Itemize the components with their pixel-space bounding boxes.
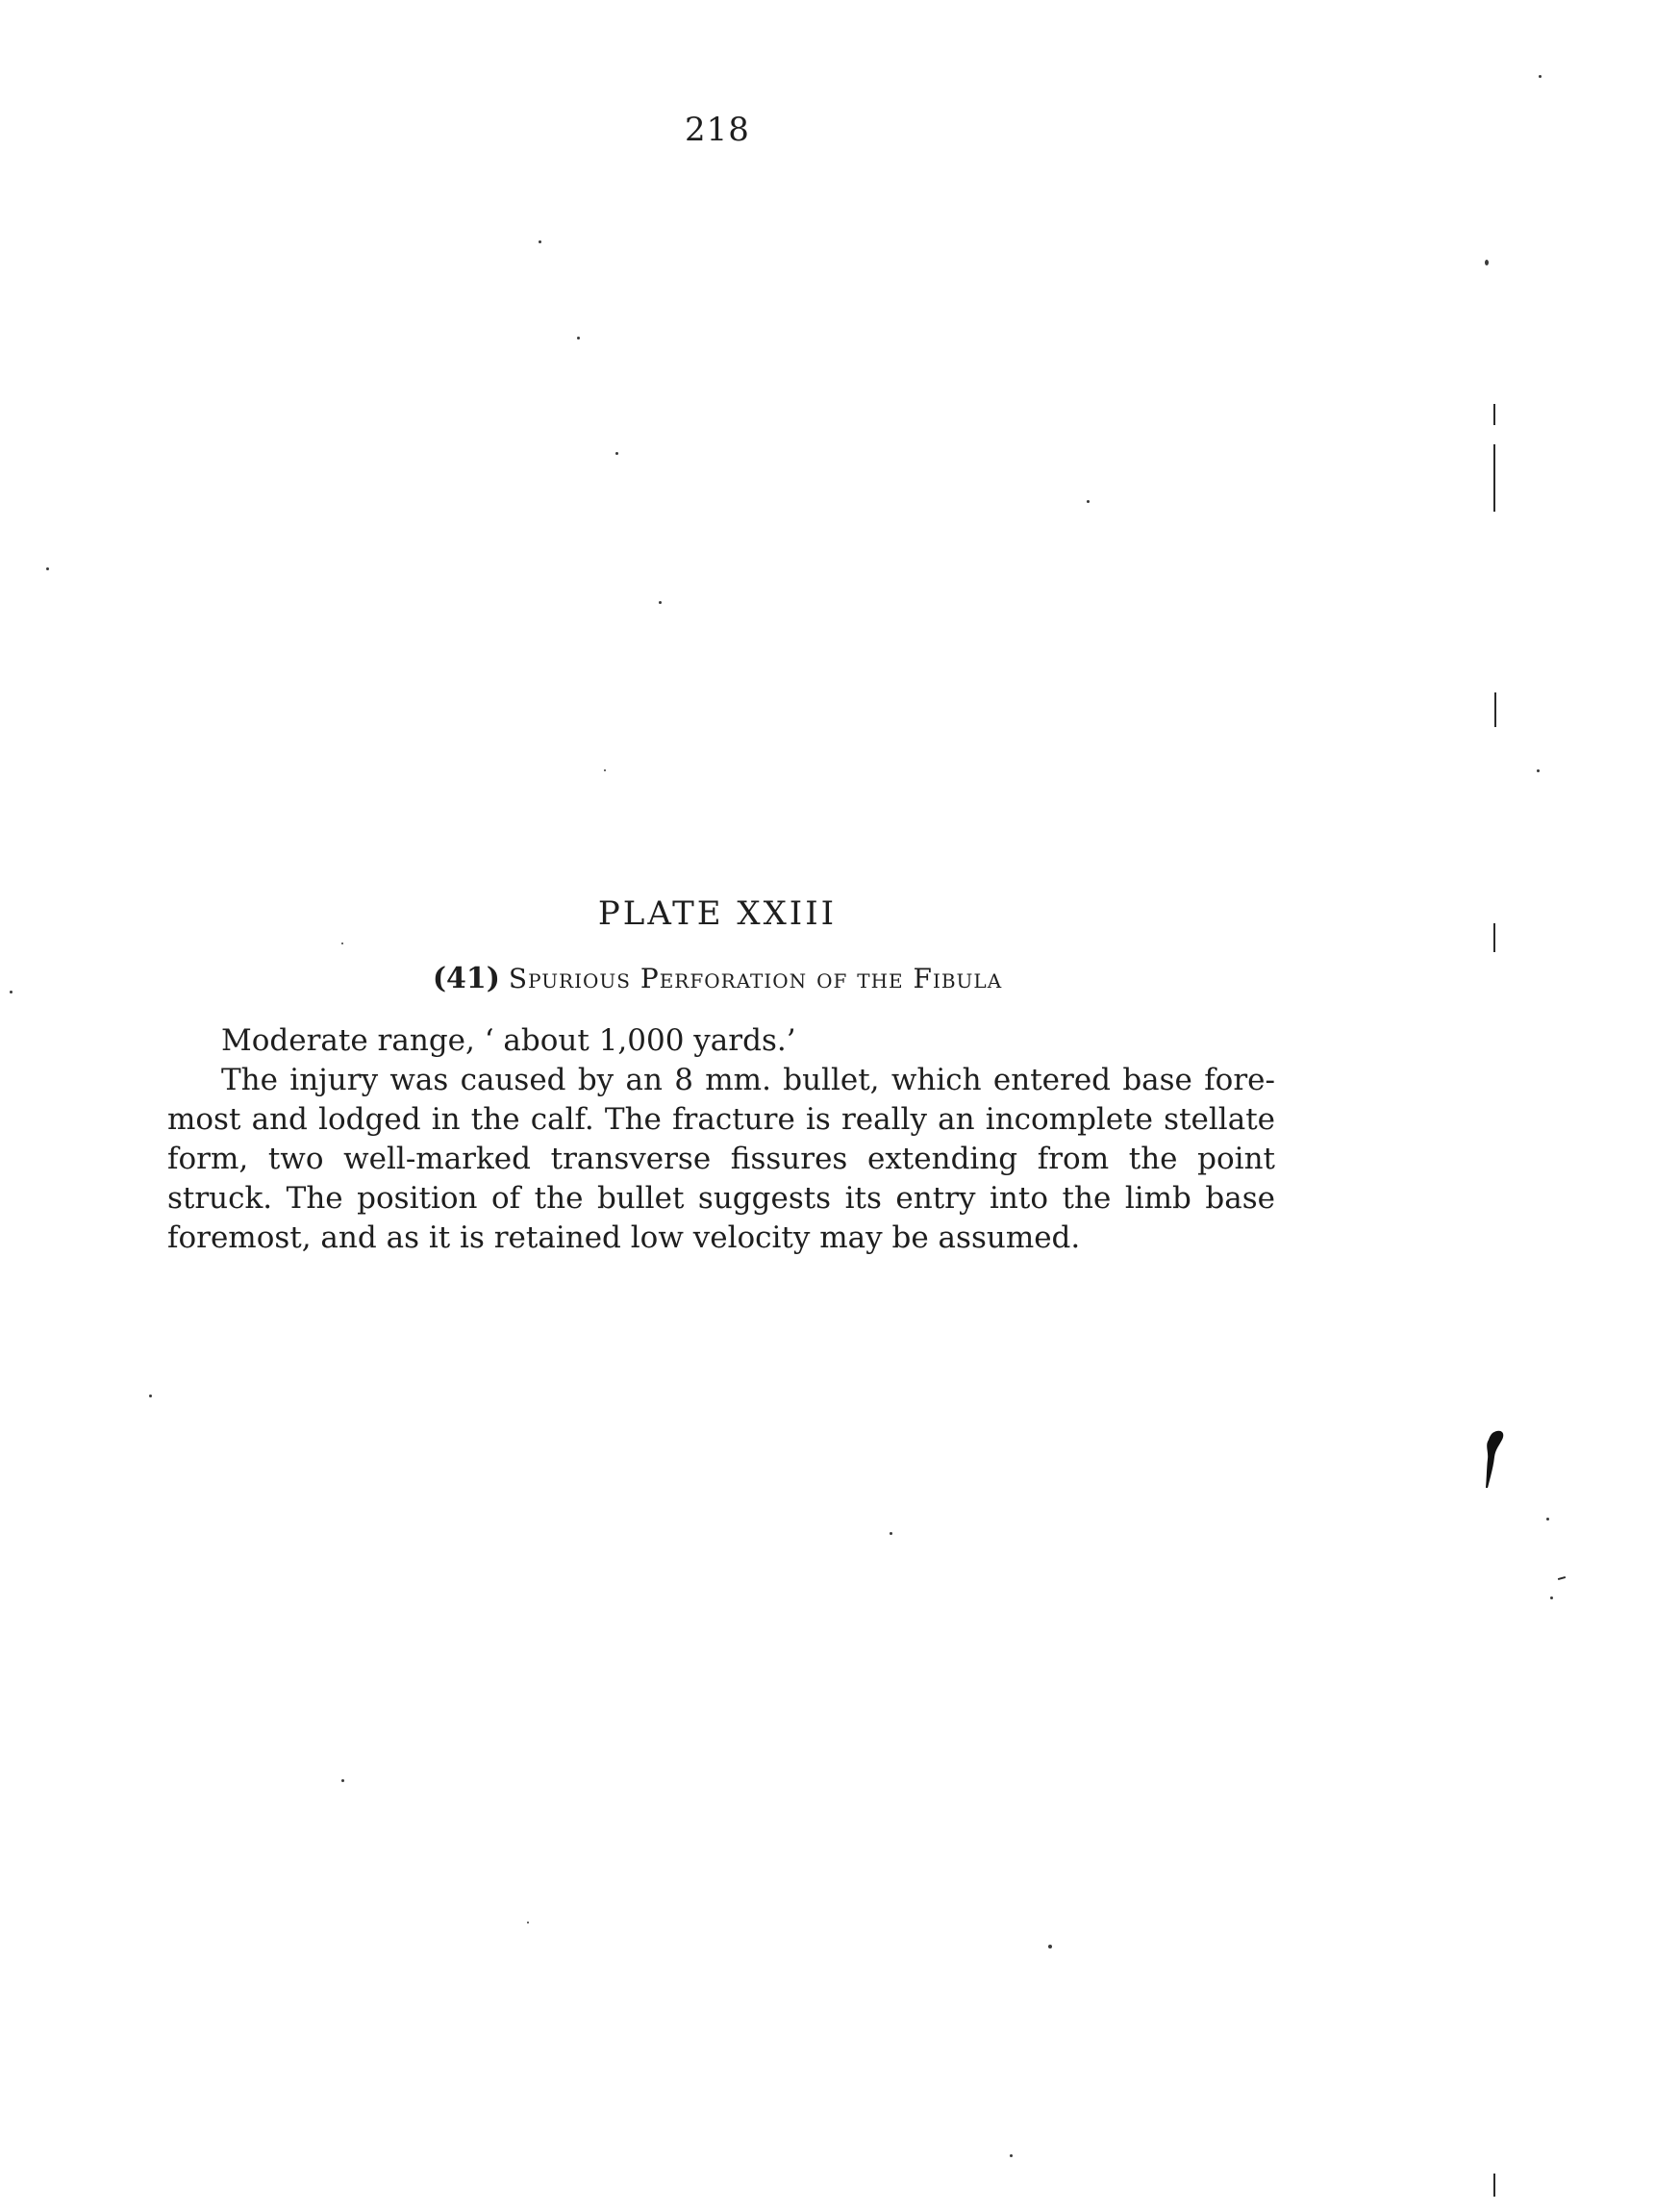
paragraph: Moderate range, ‘ about 1,000 yards.’ — [221, 1023, 796, 1058]
speck — [1087, 500, 1090, 503]
plate-subtitle — [0, 962, 1435, 995]
speck — [890, 1532, 892, 1535]
speck — [1010, 2154, 1013, 2157]
ink-blot — [1481, 1428, 1510, 1491]
speck — [577, 337, 580, 339]
paragraph: The injury was caused by an 8 mm. bullet, which entered base fore-most and lodged in the calf. The fracture is really an incomplete stellate form, two well-marked transverse fissures extending from the point struck. The position of the bullet suggests its entry into the limb base foremost, and as it is retained low velocity may be assumed. — [167, 1063, 1275, 1255]
speck — [149, 1395, 152, 1397]
speck — [527, 1922, 529, 1923]
speck — [1048, 1945, 1052, 1948]
speck — [341, 943, 343, 944]
edge-mark — [1494, 692, 1496, 727]
plate-number-label: (41) — [432, 962, 500, 995]
speck — [341, 1779, 344, 1782]
speck — [604, 769, 606, 771]
plate-subtitle-text: Spurious Perforation of the Fibula — [508, 963, 1003, 994]
edge-mark — [1493, 404, 1495, 425]
edge-mark — [1558, 1576, 1566, 1580]
speck — [1539, 75, 1542, 78]
speck — [659, 601, 662, 604]
speck — [10, 991, 13, 993]
speck — [1537, 769, 1540, 772]
speck — [539, 240, 541, 243]
speck — [1550, 1596, 1553, 1599]
plate-title: PLATE XXIII — [597, 894, 838, 933]
speck — [1485, 260, 1489, 265]
body-text — [167, 1021, 1275, 1258]
speck — [46, 567, 49, 570]
page-number: 218 — [685, 111, 750, 149]
speck — [615, 452, 618, 455]
edge-mark — [1493, 444, 1495, 512]
speck — [1546, 1518, 1549, 1521]
edge-mark — [1493, 923, 1495, 952]
edge-mark — [1493, 2174, 1495, 2197]
